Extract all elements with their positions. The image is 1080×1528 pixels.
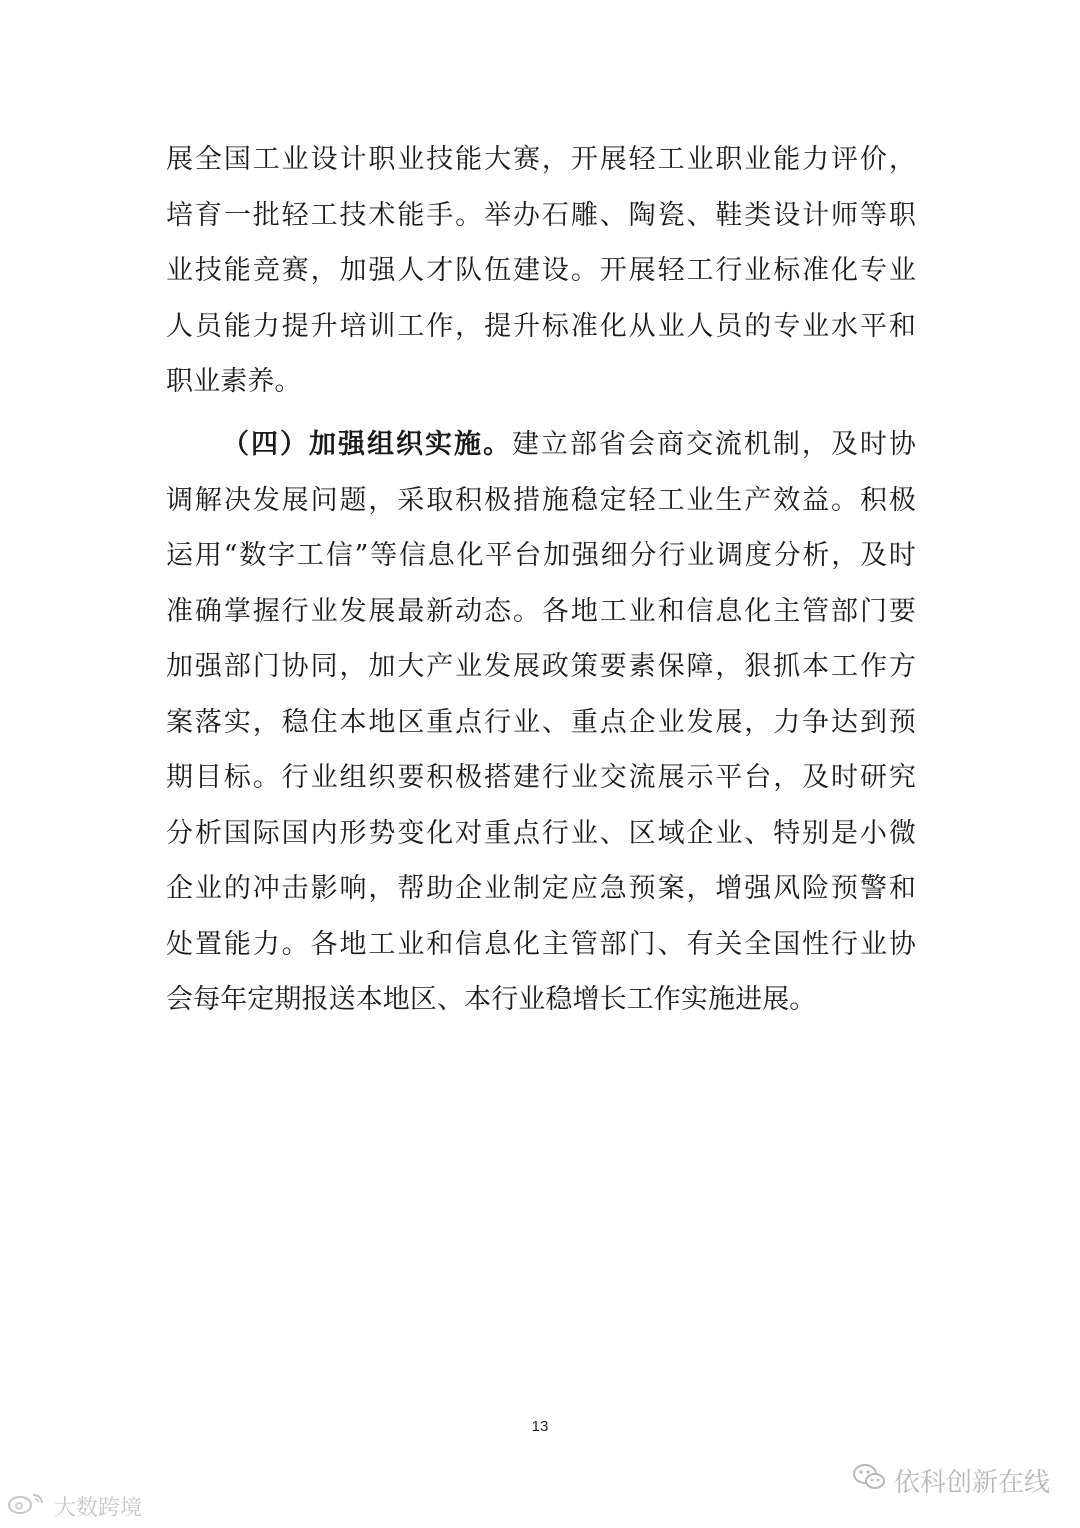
weibo-icon — [6, 1490, 50, 1522]
watermark-weibo — [6, 1490, 142, 1522]
text-line: 期目标。行业组织要积极搭建行业交流展示平台，及时研究 — [166, 762, 916, 793]
text-line: 案落实，稳住本地区重点行业、重点企业发展，力争达到预 — [166, 706, 916, 738]
text-line: 准确掌握行业发展最新动态。各地工业和信息化主管部门要 — [166, 595, 916, 627]
page-number: 13 — [531, 1418, 549, 1435]
text-line: 会每年定期报送本地区、本行业稳增长工作实施进展。 — [166, 984, 817, 1015]
text-line: 职业素养。 — [166, 366, 302, 397]
watermark-wechat — [852, 1462, 1050, 1499]
text-line: 展全国工业设计职业技能大赛，开展轻工业职业能力评价， — [166, 144, 916, 175]
watermark-left-text: 大数跨境 — [54, 1495, 143, 1521]
text-line: 加强部门协同，加大产业发展政策要素保障，狠抓本工作方 — [166, 651, 916, 682]
text-line: 人员能力提升培训工作，提升标准化从业人员的专业水平和 — [166, 310, 916, 342]
section-heading: （四）加强组织实施。 — [222, 429, 512, 460]
watermark-right-text: 依科创新在线 — [893, 1468, 1050, 1498]
text-line: 处置能力。各地工业和信息化主管部门、有关全国性行业协 — [166, 928, 916, 960]
paragraph-1 — [166, 132, 916, 410]
paragraph-2 — [166, 417, 916, 1028]
text-line: 培育一批轻工技术能手。举办石雕、陶瓷、鞋类设计师等职 — [166, 199, 916, 231]
text-line: 调解决发展问题，采取积极措施稳定轻工业生产效益。积极 — [166, 484, 916, 516]
text-line: 分析国际国内形势变化对重点行业、区域企业、特别是小微 — [166, 817, 916, 849]
text-segment: 建立部省会商交流机制，及时协 — [511, 429, 917, 460]
text-line: 业技能竞赛，加强人才队伍建设。开展轻工行业标准化专业 — [166, 255, 916, 286]
text-line: 企业的冲击影响，帮助企业制定应急预案，增强风险预警和 — [166, 873, 916, 904]
paragraph-2-first-line — [166, 417, 916, 473]
text-line: 运用“数字工信”等信息化平台加强细分行业调度分析，及时 — [166, 540, 916, 571]
wechat-icon — [852, 1462, 886, 1499]
